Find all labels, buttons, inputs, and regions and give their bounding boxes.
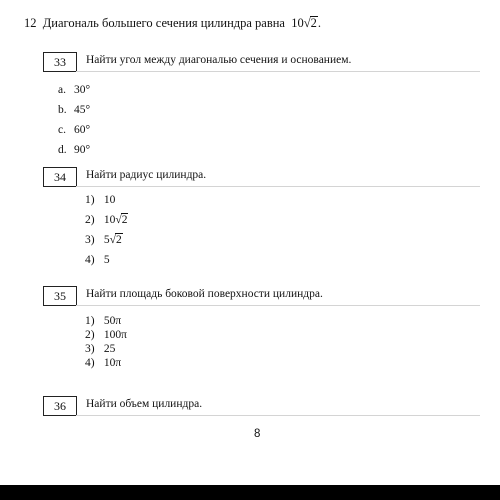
question-text: Найти радиус цилиндра.: [86, 169, 207, 181]
answer-options: [85, 314, 127, 370]
question-rule: [76, 71, 480, 72]
option-item: [58, 120, 90, 140]
question-text: Найти объем цилиндра.: [86, 398, 203, 410]
answer-options: [58, 80, 90, 160]
option-value: [104, 230, 123, 250]
problem-statement: [24, 16, 321, 31]
question-rule: [76, 415, 480, 416]
option-coef: 5: [103, 234, 110, 246]
sqrt-symbol: √: [115, 214, 122, 226]
option-value: 30°: [74, 84, 91, 96]
option-value: 90°: [74, 144, 91, 156]
option-value: 5: [103, 254, 110, 266]
option-value: 45°: [74, 104, 91, 116]
option-item: [85, 250, 128, 270]
option-label: a.: [58, 84, 66, 96]
option-item: [85, 210, 128, 230]
diagonal-radicand: 2: [310, 16, 317, 30]
option-label: 3): [85, 343, 95, 355]
option-item: [58, 140, 90, 160]
option-radicand: 2: [121, 214, 128, 226]
option-value: [104, 210, 129, 230]
option-radicand: 2: [115, 234, 122, 246]
option-item: [58, 80, 90, 100]
option-coef: 10: [103, 214, 116, 226]
question-text: Найти площадь боковой поверхности цилиндра.: [86, 288, 323, 300]
option-item: [85, 356, 127, 370]
question-number-box: 36: [43, 396, 77, 416]
answer-options: [85, 190, 128, 270]
problem-text: Диагональ большего сечения цилиндра равна: [42, 16, 285, 30]
option-value: 50π: [103, 315, 122, 327]
option-item: [85, 230, 128, 250]
option-item: [85, 190, 128, 210]
option-label: 1): [85, 194, 95, 206]
statement-period: .: [317, 16, 321, 30]
sqrt-symbol: √: [303, 16, 311, 30]
option-item: [85, 342, 127, 356]
option-value: 25: [103, 343, 116, 355]
option-item: [85, 314, 127, 328]
sqrt-symbol: √: [109, 234, 116, 246]
diagonal-value: [291, 16, 318, 31]
option-value: 60°: [74, 124, 91, 136]
question-rule: [76, 305, 480, 306]
option-item: [85, 328, 127, 342]
option-value: 10: [103, 194, 116, 206]
option-value: 10π: [103, 357, 122, 369]
option-label: 4): [85, 254, 95, 266]
option-item: [58, 100, 90, 120]
question-number-box: 35: [43, 286, 77, 306]
page-number: 8: [254, 428, 261, 440]
bottom-edge-bar: [0, 485, 500, 500]
diagonal-coef: 10: [291, 16, 304, 30]
option-label: 1): [85, 315, 95, 327]
question-rule: [76, 186, 480, 187]
question-number-box: 33: [43, 52, 77, 72]
question-text: Найти угол между диагональю сечения и основанием.: [86, 54, 352, 66]
option-label: 2): [85, 214, 95, 226]
option-label: c.: [58, 124, 66, 136]
option-label: d.: [58, 144, 67, 156]
option-label: 3): [85, 234, 95, 246]
option-label: b.: [58, 104, 67, 116]
option-label: 4): [85, 357, 95, 369]
option-value: 100π: [103, 329, 127, 341]
option-label: 2): [85, 329, 95, 341]
problem-number: 12: [24, 16, 37, 30]
question-number-box: 34: [43, 167, 77, 187]
